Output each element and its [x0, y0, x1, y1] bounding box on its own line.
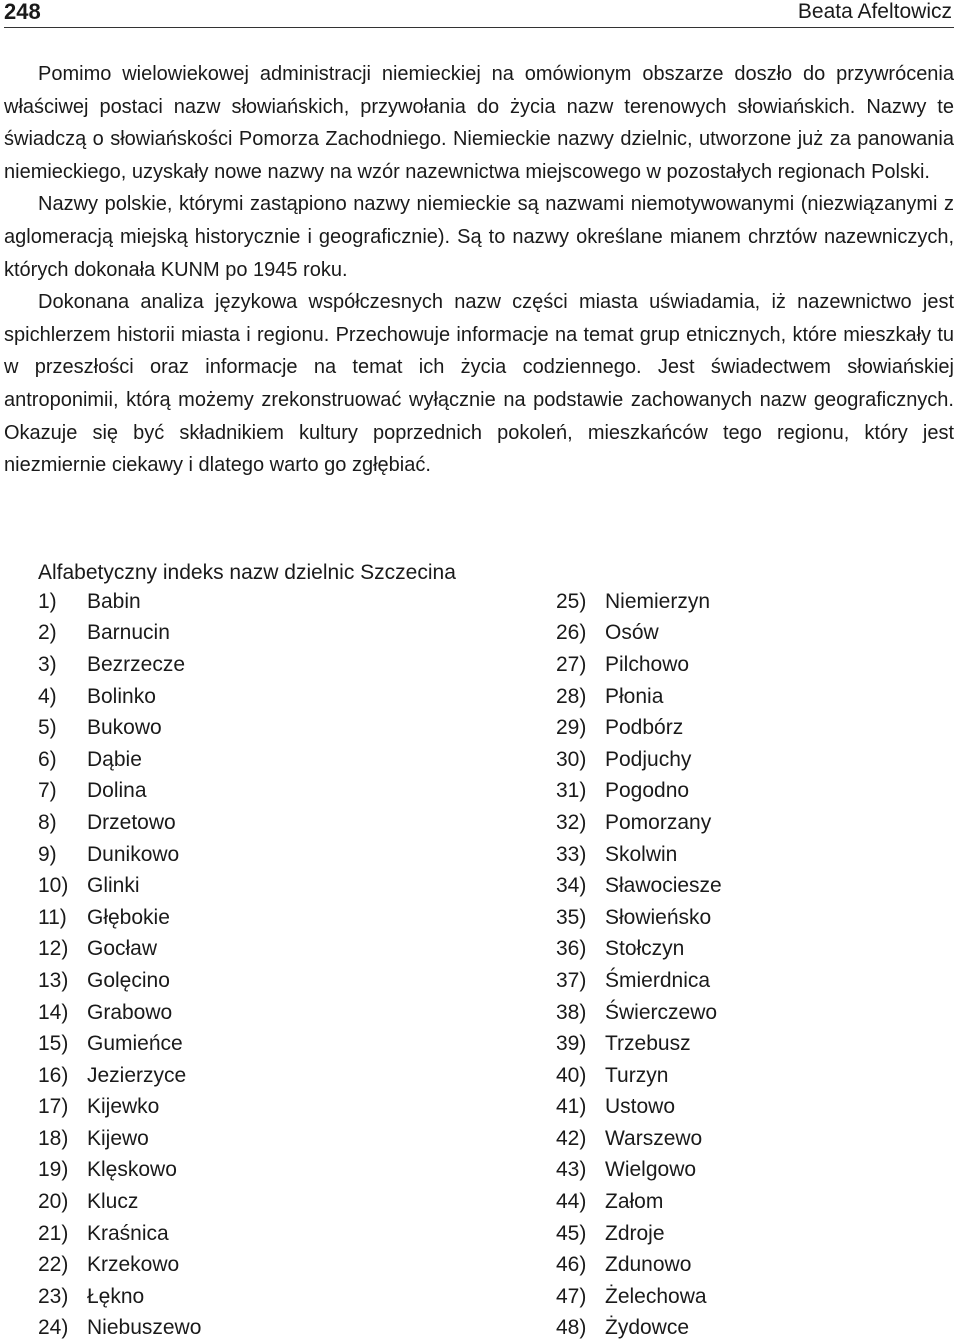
index-item-name: Żelechowa	[605, 1284, 707, 1308]
index-item	[38, 586, 201, 618]
index-item	[38, 1028, 201, 1060]
index-item-name: Pogodno	[605, 779, 690, 803]
index-item	[556, 965, 722, 997]
index-item	[556, 1249, 722, 1281]
index-item-number: 31)	[556, 779, 587, 803]
index-item	[556, 1060, 722, 1092]
index-item-name: Grabowo	[87, 1000, 173, 1024]
index-item-name: Klęskowo	[87, 1158, 177, 1182]
index-item-number: 47)	[556, 1284, 587, 1308]
index-item-number: 17)	[38, 1095, 69, 1119]
index-item-number: 15)	[38, 1032, 69, 1056]
index-item-number: 40)	[556, 1063, 587, 1087]
index-item-name: Jezierzyce	[87, 1063, 187, 1087]
paragraph: Dokonana analiza językowa współczesnych nazw części miasta uświadamia, iż nazewnictwo jest spichlerzem historii miasta i regionu. Przechowuje informacje na temat grup etnicznych, które mieszkały tu w przeszłości oraz informacje na temat ich życia codziennego. Jest świadectwem słowiańskiej antroponimii, którą możemy zrekonstruować wyłącznie na podstawie zachowanych nazw geograficznych. Okazuje się być składnikiem kultury poprzednich pokoleń, mieszkańców tego regionu, który jest niezmiernie ciekawy i dlatego warto go zgłębiać.	[4, 291, 954, 477]
index-item-number: 34)	[556, 874, 587, 898]
index-item-number: 42)	[556, 1126, 587, 1150]
index-item	[38, 681, 201, 713]
body-text	[4, 58, 954, 482]
index-item-number: 18)	[38, 1126, 69, 1150]
index-item	[38, 712, 201, 744]
index-item-number: 9)	[38, 842, 57, 866]
index-item-name: Dąbie	[87, 747, 142, 771]
index-item-number: 39)	[556, 1032, 587, 1056]
index-item-name: Zdunowo	[605, 1253, 692, 1277]
index-item	[556, 618, 722, 650]
index-item-name: Płonia	[605, 684, 664, 708]
index-item-number: 45)	[556, 1221, 587, 1245]
index-item-number: 6)	[38, 747, 57, 771]
paragraph: Pomimo wielowiekowej administracji niemieckiej na omówionym obszarze doszło do przywrócenia właściwej postaci nazw słowiańskich, przywołania do życia nazw terenowych słowiańskich. Nazwy te świadczą o słowiańskości Pomorza Zachodniego. Niemieckie nazwy dzielnic, utworzone już za panowania niemieckiego, uzyskały nowe nazwy na wzór nazewnictwa miejscowego w pozostałych regionach Polski.	[4, 63, 954, 183]
index-item-name: Niebuszewo	[87, 1316, 202, 1340]
running-head-author: Beata Afeltowicz	[797, 0, 952, 23]
index-item-number: 24)	[38, 1316, 69, 1340]
index-item-number: 26)	[556, 621, 587, 645]
index-item-name: Łękno	[87, 1284, 145, 1308]
index-item	[556, 997, 722, 1029]
index-item-number: 23)	[38, 1284, 69, 1308]
index-item-number: 35)	[556, 905, 587, 929]
index-item-name: Pomorzany	[605, 810, 712, 834]
index-item-name: Gocław	[87, 937, 158, 961]
index-list-right	[556, 586, 722, 1344]
index-item	[38, 1281, 201, 1313]
index-item	[556, 1218, 722, 1250]
index-item	[556, 586, 722, 618]
index-item-name: Dunikowo	[87, 842, 180, 866]
index-item-number: 41)	[556, 1095, 587, 1119]
index-item-number: 43)	[556, 1158, 587, 1182]
index-item-name: Żydowce	[605, 1316, 690, 1340]
index-item	[38, 1123, 201, 1155]
index-item-name: Wielgowo	[605, 1158, 697, 1182]
index-item	[556, 649, 722, 681]
index-item	[38, 744, 201, 776]
index-item	[556, 902, 722, 934]
index-item-name: Śmierdnica	[605, 968, 711, 992]
index-item-name: Słowieńsko	[605, 905, 712, 929]
index-item-name: Kijewko	[87, 1095, 160, 1119]
index-item-number: 5)	[38, 716, 57, 740]
index-item	[38, 870, 201, 902]
index-item	[38, 1186, 201, 1218]
index-item	[38, 1313, 201, 1344]
index-item-name: Podjuchy	[605, 747, 692, 771]
index-item-name: Załom	[605, 1190, 664, 1214]
index-item-name: Drzetowo	[87, 810, 176, 834]
index-item-number: 11)	[38, 905, 67, 929]
index-item-number: 4)	[38, 684, 57, 708]
index-item-number: 32)	[556, 810, 587, 834]
paragraph: Nazwy polskie, którymi zastąpiono nazwy niemieckie są nazwami niemotywowanymi (niezwiązanymi z aglomeracją miejską historycznie i geograficznie). Są to nazwy określane mianem chrztów nazewniczych, których dokonała KUNM po 1945 roku.	[4, 193, 954, 281]
index-item	[556, 1281, 722, 1313]
index-item-name: Skolwin	[605, 842, 678, 866]
index-item	[38, 1092, 201, 1124]
index-item-name: Niemierzyn	[605, 589, 711, 613]
index-item-name: Ustowo	[605, 1095, 676, 1119]
index-item-number: 3)	[38, 652, 57, 676]
index-item-name: Sławociesze	[605, 874, 722, 898]
index-item-name: Osów	[605, 621, 659, 645]
index-item-name: Trzebusz	[605, 1032, 691, 1056]
index-item-name: Turzyn	[605, 1063, 669, 1087]
index-item-name: Bolinko	[87, 684, 156, 708]
index-item	[38, 997, 201, 1029]
index-item-number: 7)	[38, 779, 57, 803]
index-item-number: 21)	[38, 1221, 69, 1245]
index-item	[556, 776, 722, 808]
index-item-number: 14)	[38, 1000, 69, 1024]
index-item	[38, 776, 201, 808]
index-item-number: 25)	[556, 589, 587, 613]
index-item-name: Świerczewo	[605, 1000, 718, 1024]
index-item	[38, 902, 201, 934]
index-item-name: Pilchowo	[605, 652, 690, 676]
index-item-name: Kijewo	[87, 1126, 149, 1150]
index-item	[556, 839, 722, 871]
index-item-number: 10)	[38, 874, 69, 898]
index-item-number: 38)	[556, 1000, 587, 1024]
index-item	[556, 681, 722, 713]
index-item-name: Krzekowo	[87, 1253, 180, 1277]
index-item-number: 36)	[556, 937, 587, 961]
index-item	[38, 807, 201, 839]
index-item-number: 44)	[556, 1190, 587, 1214]
index-item-name: Podbórz	[605, 716, 684, 740]
index-item-number: 28)	[556, 684, 587, 708]
index-item	[38, 934, 201, 966]
index-item-number: 46)	[556, 1253, 587, 1277]
index-item	[556, 870, 722, 902]
index-item	[38, 1060, 201, 1092]
index-item	[38, 965, 201, 997]
index-item	[38, 649, 201, 681]
index-item	[38, 1218, 201, 1250]
index-item	[556, 807, 722, 839]
index-item	[556, 934, 722, 966]
index-item-name: Głębokie	[87, 905, 170, 929]
index-item-number: 29)	[556, 716, 587, 740]
index-item-number: 33)	[556, 842, 587, 866]
index-item-number: 37)	[556, 968, 587, 992]
index-title: Alfabetyczny indeks nazw dzielnic Szczecina	[38, 561, 456, 584]
index-item-name: Babin	[87, 589, 141, 613]
index-item-name: Klucz	[87, 1190, 139, 1214]
index-item-name: Bukowo	[87, 716, 162, 740]
page-number: 248	[4, 0, 41, 24]
index-item	[38, 1155, 201, 1187]
index-item-name: Stołczyn	[605, 937, 685, 961]
index-item-number: 16)	[38, 1063, 69, 1087]
index-item	[38, 1249, 201, 1281]
index-item-number: 19)	[38, 1158, 69, 1182]
index-item-number: 20)	[38, 1190, 69, 1214]
index-item	[556, 1123, 722, 1155]
index-item	[556, 1186, 722, 1218]
index-item	[556, 1028, 722, 1060]
index-item-number: 13)	[38, 968, 69, 992]
index-item-number: 22)	[38, 1253, 69, 1277]
index-item-name: Golęcino	[87, 968, 170, 992]
index-item-name: Bezrzecze	[87, 652, 186, 676]
index-item-name: Kraśnica	[87, 1221, 169, 1245]
index-item-name: Gumieńce	[87, 1032, 183, 1056]
index-item-name: Barnucin	[87, 621, 170, 645]
index-item	[556, 744, 722, 776]
index-item	[556, 1155, 722, 1187]
index-list-left	[38, 586, 201, 1344]
index-item-number: 8)	[38, 810, 57, 834]
index-item-number: 48)	[556, 1316, 587, 1340]
page-header	[4, 0, 954, 28]
index-item-number: 2)	[38, 621, 57, 645]
index-item-number: 1)	[38, 589, 57, 613]
index-item-name: Zdroje	[605, 1221, 665, 1245]
index-item	[556, 712, 722, 744]
index-item	[556, 1313, 722, 1344]
index-item	[38, 839, 201, 871]
index-item-number: 12)	[38, 937, 69, 961]
index-item-name: Warszewo	[605, 1126, 703, 1150]
index-item-number: 30)	[556, 747, 587, 771]
index-item	[556, 1092, 722, 1124]
index-item-number: 27)	[556, 652, 587, 676]
index-item-name: Glinki	[87, 874, 140, 898]
index-item-name: Dolina	[87, 779, 147, 803]
index-item	[38, 618, 201, 650]
